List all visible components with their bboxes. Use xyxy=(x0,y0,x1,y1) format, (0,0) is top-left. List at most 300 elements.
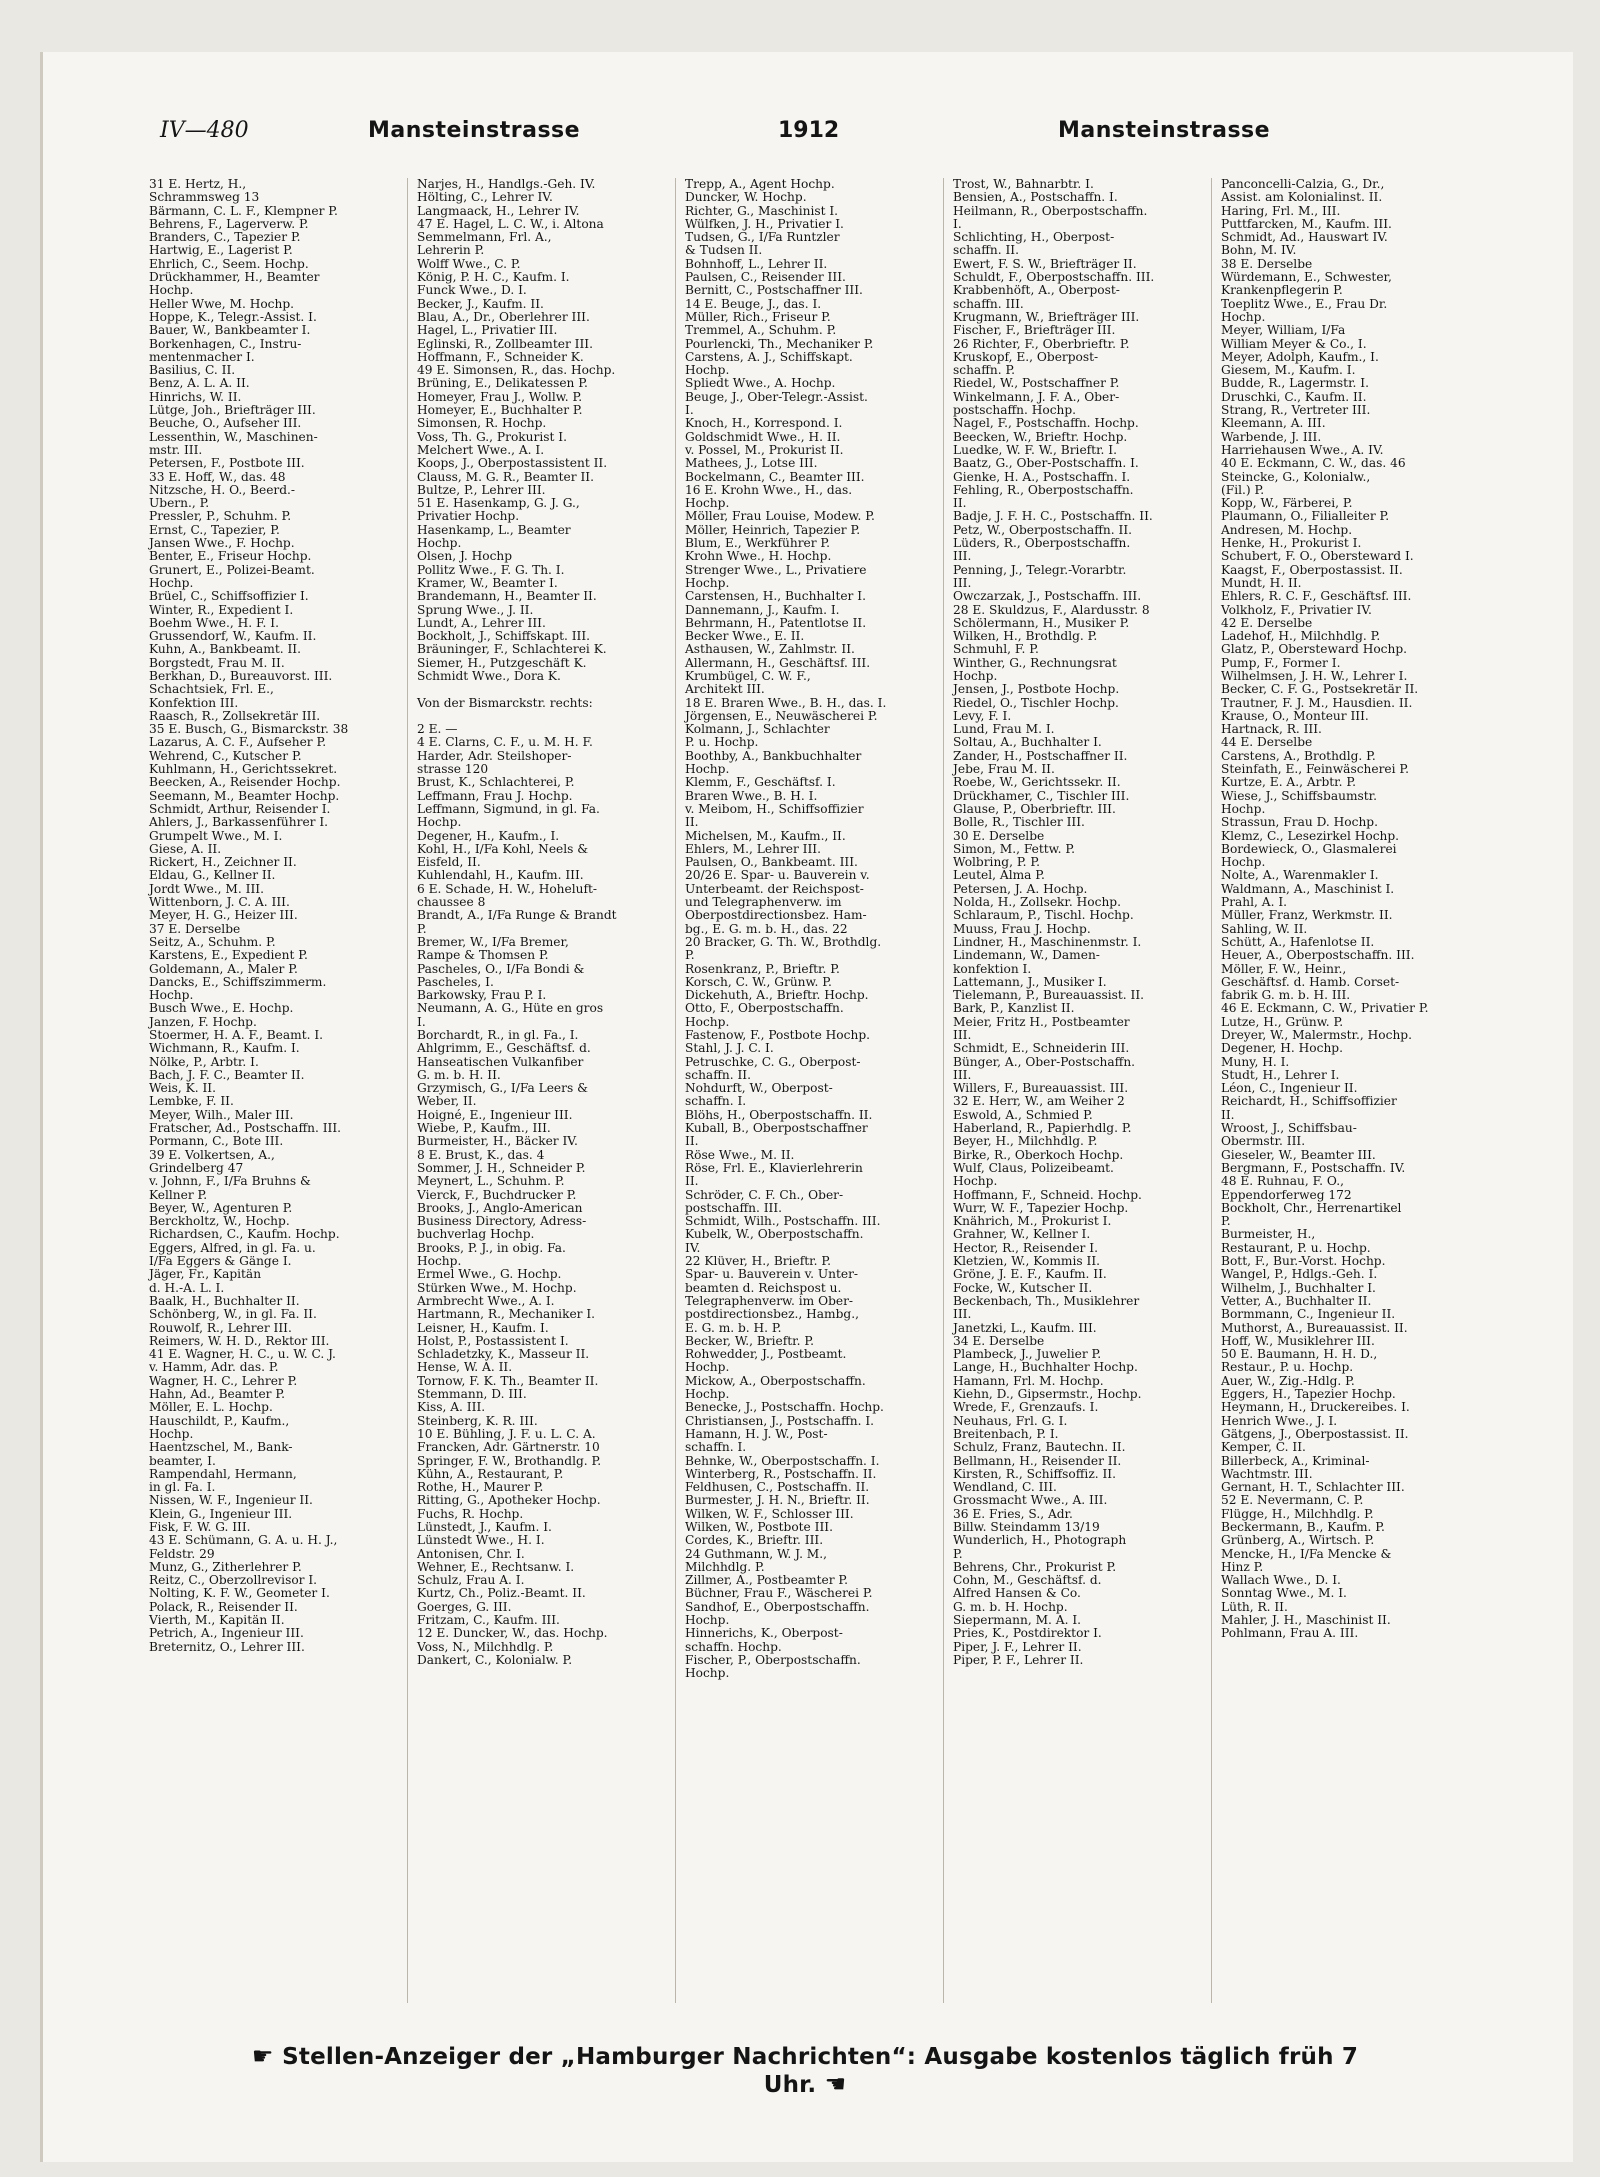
directory-entry: fabrik G. m. b. H. III. xyxy=(1221,989,1351,1003)
directory-entry: Bremer, W., I/Fa Bremer, xyxy=(417,935,569,949)
directory-entry: 41 E. Wagner, H. C., u. W. C. J. xyxy=(149,1348,336,1362)
directory-entry: Riedel, W., Postschaffner P. xyxy=(953,377,1120,391)
year: 1912 xyxy=(778,118,840,143)
directory-entry: Hoppe, K., Telegr.-Assist. I. xyxy=(149,310,317,324)
directory-entry: Beuche, O., Aufseher III. xyxy=(149,417,302,431)
directory-entry: Mathees, J., Lotse III. xyxy=(685,457,818,471)
directory-entry: Bormmann, C., Ingenieur II. xyxy=(1221,1308,1396,1322)
directory-entry: Korsch, C. W., Grünw. P. xyxy=(685,975,832,989)
directory-entry: Müller, Rich., Friseur P. xyxy=(685,310,831,324)
directory-entry: Bünger, A., Ober-Postschaffn. xyxy=(953,1055,1136,1069)
directory-entry: Mencke, H., I/Fa Mencke & xyxy=(1221,1547,1392,1561)
directory-entry: und Telegraphenverw. im xyxy=(685,896,842,910)
directory-entry: Levy, F. I. xyxy=(953,709,1012,723)
directory-entry: Heilmann, R., Oberpostschaffn. xyxy=(953,204,1148,218)
directory-entry: Beckenbach, Th., Musiklehrer xyxy=(953,1294,1140,1308)
directory-entry: Lutze, H., Grünw. P. xyxy=(1221,1015,1344,1029)
directory-entry: Fratscher, Ad., Postschaffn. III. xyxy=(149,1122,342,1136)
directory-entry: II. xyxy=(1221,1108,1235,1122)
directory-entry: Bach, J. F. C., Beamter II. xyxy=(149,1068,305,1082)
directory-entry: Behnke, W., Oberpostschaffn. I. xyxy=(685,1454,880,1468)
directory-entry: schaffn. II. xyxy=(953,244,1019,258)
directory-entry: Mundt, H. II. xyxy=(1221,576,1302,590)
directory-entry: Zander, H., Postschaffner II. xyxy=(953,749,1128,763)
directory-entry: schaffn. P. xyxy=(953,364,1016,378)
directory-entry: III. xyxy=(953,1029,972,1042)
directory-entry: Hochp. xyxy=(685,1361,730,1375)
directory-entry: chaussee 8 xyxy=(417,896,486,910)
directory-entry: Wiese, J., Schiffsbaumstr. xyxy=(1221,789,1378,803)
directory-entry: Pump, F., Former I. xyxy=(1221,656,1341,670)
directory-entry: Carstens, A., Brothdlg. P. xyxy=(1221,749,1376,763)
directory-entry: Focke, W., Kutscher II. xyxy=(953,1281,1093,1295)
directory-entry: Schlichting, H., Oberpost- xyxy=(953,231,1115,245)
directory-entry: Schmidt Wwe., Dora K. xyxy=(417,669,561,683)
directory-entry: Glatz, P., Obersteward Hochp. xyxy=(1221,643,1408,657)
directory-entry: Boothby, A., Bankbuchhalter xyxy=(685,749,862,763)
directory-entry: Giese, A. II. xyxy=(149,842,222,856)
directory-entry: Voss, Th. G., Prokurist I. xyxy=(417,430,567,444)
directory-entry: I. xyxy=(685,404,694,418)
directory-entry: Degener, H. Hochp. xyxy=(1221,1042,1343,1056)
directory-entry: Siemer, H., Putzgeschäft K. xyxy=(417,656,587,670)
directory-entry: Wolbring, P. P. xyxy=(953,856,1040,870)
directory-entry: Stürken Wwe., M. Hochp. xyxy=(417,1281,577,1295)
directory-entry: Degener, H., Kaufm., I. xyxy=(417,829,560,843)
directory-entry: Antonisen, Chr. I. xyxy=(417,1547,525,1561)
directory-entry: Steinfath, E., Feinwäscherei P. xyxy=(1221,763,1409,777)
directory-entry: Konfektion III. xyxy=(149,696,239,710)
directory-entry: beamten d. Reichspost u. xyxy=(685,1281,842,1295)
directory-entry: Tremmel, A., Schuhm. P. xyxy=(685,324,837,338)
directory-entry: 30 E. Derselbe xyxy=(953,829,1045,843)
directory-entry: Brüel, C., Schiffsoffizier I. xyxy=(149,590,309,604)
directory-entry: Meyer, Adolph, Kaufm., I. xyxy=(1221,350,1379,364)
directory-entry: Wilken, H., Brothdlg. P. xyxy=(953,630,1098,644)
directory-entry: Krankenpflegerin P. xyxy=(1221,284,1343,298)
directory-entry: Clauss, M. G. R., Beamter II. xyxy=(417,470,594,484)
directory-entry: Olsen, J. Hochp xyxy=(417,550,513,564)
directory-entry: 32 E. Herr, W., am Weiher 2 xyxy=(953,1095,1125,1109)
directory-entry: Milchhdlg. P. xyxy=(685,1560,765,1574)
directory-entry: G. m. b. H. II. xyxy=(417,1068,501,1082)
directory-entry: strasse 120 xyxy=(417,763,489,777)
directory-entry: Kaagst, F., Oberpostassist. II. xyxy=(1221,563,1403,577)
directory-entry: Rouwolf, R., Lehrer III. xyxy=(149,1321,292,1335)
directory-entry: Toeplitz Wwe., E., Frau Dr. xyxy=(1221,297,1388,311)
directory-entry: Leisner, H., Kaufm. I. xyxy=(417,1321,549,1335)
directory-entry: Busch Wwe., E. Hochp. xyxy=(149,1002,294,1016)
directory-entry: William Meyer & Co., I. xyxy=(1221,337,1367,351)
directory-entry: Rampe & Thomsen P. xyxy=(417,949,549,963)
directory-entry: I/Fa Eggers & Gänge I. xyxy=(149,1255,292,1269)
directory-entry: Hinnerichs, K., Oberpost- xyxy=(685,1627,843,1641)
directory-entry: Muny, H. I. xyxy=(1221,1055,1290,1069)
directory-entry: Röse, Frl. E., Klavierlehrerin xyxy=(685,1161,863,1175)
directory-entry: Meynert, L., Schuhm. P. xyxy=(417,1175,565,1189)
directory-entry: Kletzien, W., Kommis II. xyxy=(953,1255,1101,1269)
directory-entry: Business Directory, Adress- xyxy=(417,1215,587,1229)
page-header xyxy=(118,118,1271,158)
directory-entry: Bockelmann, C., Beamter III. xyxy=(685,470,865,484)
directory-entry: Lange, H., Buchhalter Hochp. xyxy=(953,1361,1138,1375)
directory-entry: in gl. Fa. I. xyxy=(149,1481,216,1495)
directory-entry: Armbrecht Wwe., A. I. xyxy=(417,1294,555,1308)
directory-entry: Krohn Wwe., H. Hochp. xyxy=(685,550,832,564)
directory-entry: 44 E. Derselbe xyxy=(1221,736,1313,750)
directory-entry: Narjes, H., Handlgs.-Geh. IV. xyxy=(417,178,596,191)
directory-entry: Eswold, A., Schmied P. xyxy=(953,1108,1093,1122)
directory-entry: Baatz, G., Ober-Postschaffn. I. xyxy=(953,457,1139,471)
directory-entry: Nitzsche, H. O., Beerd.- xyxy=(149,483,296,497)
directory-entry: Wittenborn, J. C. A. III. xyxy=(149,896,290,910)
directory-entry: Giesem, M., Kaufm. I. xyxy=(1221,364,1356,378)
directory-entry: Jörgensen, E., Neuwäscherei P. xyxy=(685,709,878,723)
directory-entry: Privatier Hochp. xyxy=(417,510,520,524)
directory-entry: Haring, Frl. M., III. xyxy=(1221,204,1341,218)
directory-entry: Hamann, Frl. M. Hochp. xyxy=(953,1374,1104,1388)
directory-entry: Brüning, E., Delikatessen P. xyxy=(417,377,588,391)
directory-entry: Rosenkranz, P., Brieftr. P. xyxy=(685,962,840,976)
directory-entry: Hasenkamp, L., Beamter xyxy=(417,523,571,537)
directory-columns xyxy=(145,178,1475,2003)
directory-entry: Neuhaus, Frl. G. I. xyxy=(953,1414,1068,1428)
directory-entry: Henrich Wwe., J. I. xyxy=(1221,1414,1338,1428)
pointing-hand-icon-right: ☚ xyxy=(824,2070,847,2098)
directory-entry: Auer, W., Zig.-Hdlg. P. xyxy=(1221,1374,1355,1388)
directory-entry: Burmeister, H., Bäcker IV. xyxy=(417,1135,578,1149)
directory-entry: Paulsen, O., Bankbeamt. III. xyxy=(685,856,858,870)
directory-entry: Owczarzak, J., Postschaffn. III. xyxy=(953,590,1142,604)
footer-advert xyxy=(230,2042,1380,2098)
directory-entry: Dannemann, J., Kaufm. I. xyxy=(685,603,840,617)
directory-entry: Wilken, W., Postbote III. xyxy=(685,1520,833,1534)
directory-entry: Meyer, Wilh., Maler III. xyxy=(149,1108,294,1122)
directory-entry: Kühn, A., Restaurant, P. xyxy=(417,1467,564,1481)
directory-entry: Krause, O., Monteur III. xyxy=(1221,709,1369,723)
directory-entry: Büchner, Frau F., Wäscherei P. xyxy=(685,1587,873,1601)
directory-entry: Wachtmstr. III. xyxy=(1221,1467,1313,1481)
directory-entry: Hochp. xyxy=(685,1614,730,1628)
street-title-left: Mansteinstrasse xyxy=(368,118,581,143)
directory-entry: Ehrlich, C., Seem. Hochp. xyxy=(149,257,309,271)
directory-entry: Ernst, C., Tapezier, P. xyxy=(149,523,280,537)
directory-entry: Hanseatischen Vulkanfiber xyxy=(417,1055,584,1069)
directory-entry: Pascheles, O., I/Fa Bondi & xyxy=(417,962,585,976)
directory-entry: Architekt III. xyxy=(685,683,765,697)
directory-entry: Bärmann, C. L. F., Klempner P. xyxy=(149,204,338,218)
directory-entry: Jensen, J., Postbote Hochp. xyxy=(953,683,1120,697)
directory-entry: Schmidt, E., Schneiderin III. xyxy=(953,1042,1130,1056)
directory-entry: Kohl, H., I/Fa Kohl, Neels & xyxy=(417,842,589,856)
directory-entry: II. xyxy=(953,497,967,511)
directory-entry: Hoff, W., Musiklehrer III. xyxy=(1221,1334,1375,1348)
directory-entry: Leffmann, Frau J. Hochp. xyxy=(417,789,573,803)
directory-column-1 xyxy=(145,178,408,2003)
directory-entry: Nohdurft, W., Oberpost- xyxy=(685,1082,833,1096)
directory-entry: Heymann, H., Druckereibes. I. xyxy=(1221,1401,1410,1415)
directory-entry: Gröne, J. E. F., Kaufm. II. xyxy=(953,1268,1107,1282)
directory-entry: Ladehof, H., Milchhdlg. P. xyxy=(1221,630,1381,644)
directory-entry: 50 E. Baumann, H. H. D., xyxy=(1221,1348,1378,1362)
directory-entry: Branders, C., Tapezier P. xyxy=(149,231,301,245)
directory-entry: Knährich, M., Prokurist I. xyxy=(953,1215,1112,1229)
directory-entry: Vierck, F., Buchdrucker P. xyxy=(417,1188,577,1202)
directory-entry: Hochp. xyxy=(953,669,998,683)
directory-entry: Borchardt, R., in gl. Fa., I. xyxy=(417,1029,579,1042)
directory-entry: Petz, W., Oberpostschaffn. II. xyxy=(953,523,1133,537)
directory-entry: Roebe, W., Gerichtssekr. II. xyxy=(953,776,1121,790)
directory-entry: Studt, H., Lehrer I. xyxy=(1221,1068,1340,1082)
directory-entry: Barkowsky, Frau P. I. xyxy=(417,989,547,1003)
directory-entry: Kramer, W., Beamter I. xyxy=(417,576,558,590)
directory-entry: Benter, E., Friseur Hochp. xyxy=(149,550,312,564)
directory-entry: Billerbeck, A., Kriminal- xyxy=(1221,1454,1370,1468)
directory-entry: Mahler, J. H., Maschinist II. xyxy=(1221,1614,1391,1628)
directory-entry: Glause, P., Oberbrieftr. III. xyxy=(953,802,1116,816)
directory-entry: Badje, J. F. H. C., Postschaffn. II. xyxy=(953,510,1153,524)
directory-entry: & Tudsen II. xyxy=(685,244,763,258)
directory-entry: 47 E. Hagel, L. C. W., i. Altona xyxy=(417,217,604,231)
directory-entry: Gienke, H. A., Postschaffn. I. xyxy=(953,470,1131,484)
directory-entry: Fehling, R., Oberpostschaffn. xyxy=(953,483,1134,497)
directory-entry: Möller, Heinrich, Tapezier P. xyxy=(685,523,861,537)
directory-entry: Gieseler, W., Beamter III. xyxy=(1221,1148,1376,1162)
directory-entry: Heuer, A., Oberpostschaffn. III. xyxy=(1221,949,1415,963)
directory-entry: v. Meibom, H., Schiffsoffizier xyxy=(685,802,864,816)
directory-entry: Grzymisch, G., I/Fa Leers & xyxy=(417,1082,588,1096)
directory-entry: Paulsen, C., Reisender III. xyxy=(685,271,846,285)
directory-entry: Riedel, O., Tischler Hochp. xyxy=(953,696,1119,710)
directory-entry: Kurtz, Ch., Poliz.-Beamt. II. xyxy=(417,1587,586,1601)
directory-entry: Lessenthin, W., Maschinen- xyxy=(149,430,318,444)
directory-entry: Jansen Wwe., F. Hochp. xyxy=(149,537,295,551)
directory-column-3 xyxy=(681,178,944,2003)
directory-entry: Klemz, C., Lesezirkel Hochp. xyxy=(1221,829,1400,843)
directory-entry: Schubert, F. O., Obersteward I. xyxy=(1221,550,1414,564)
directory-entry: Funck Wwe., D. I. xyxy=(417,284,527,298)
directory-entry: Schachtsiek, Frl. E., xyxy=(149,683,274,697)
directory-entry: Pourlencki, Th., Mechaniker P. xyxy=(685,337,874,351)
directory-entry: 22 Klüver, H., Brieftr. P. xyxy=(685,1255,831,1269)
directory-entry: Léon, C., Ingenieur II. xyxy=(1221,1082,1358,1096)
directory-entry: Pormann, C., Bote III. xyxy=(149,1135,284,1149)
directory-entry: Springer, F. W., Brothandlg. P. xyxy=(417,1454,602,1468)
directory-entry: Petruschke, C. G., Oberpost- xyxy=(685,1055,861,1069)
directory-entry: Blum, E., Werkführer P. xyxy=(685,537,831,551)
directory-entry: Nissen, W. F., Ingenieur II. xyxy=(149,1494,313,1508)
directory-entry: Hahn, Ad., Beamter P. xyxy=(149,1388,285,1402)
directory-entry: Eggers, Alfred, in gl. Fa. u. xyxy=(149,1241,316,1255)
directory-entry: Kuhlendahl, H., Kaufm. III. xyxy=(417,869,584,883)
directory-entry: Schlaraum, P., Tischl. Hochp. xyxy=(953,909,1134,923)
directory-entry: P. xyxy=(953,1547,963,1561)
directory-entry: d. H.-A. L. I. xyxy=(149,1281,225,1295)
directory-entry: I. xyxy=(417,1015,426,1029)
directory-entry: Fisk, F. W. G. III. xyxy=(149,1520,251,1534)
directory-entry: Piper, P. F., Lehrer II. xyxy=(953,1653,1084,1667)
directory-entry: Nölke, P., Arbtr. I. xyxy=(149,1055,259,1069)
directory-entry: Kolmann, J., Schlachter xyxy=(685,723,830,737)
directory-entry: Grunert, E., Polizei-Beamt. xyxy=(149,563,315,577)
directory-entry: Nolting, K. F. W., Geometer I. xyxy=(149,1587,330,1601)
directory-entry: Becker, W., Brieftr. P. xyxy=(685,1334,814,1348)
directory-entry: Voss, N., Milchhdlg. P. xyxy=(417,1640,554,1654)
directory-entry: Wagner, H. C., Lehrer P. xyxy=(149,1374,298,1388)
directory-entry: Hochp. xyxy=(417,1255,462,1269)
directory-entry: Sprung Wwe., J. II. xyxy=(417,603,534,617)
directory-entry: Lünstedt Wwe., H. I. xyxy=(417,1534,545,1548)
directory-entry: Telegraphenverw. im Ober- xyxy=(685,1294,854,1308)
directory-entry: Waldmann, A., Maschinist I. xyxy=(1221,882,1395,896)
directory-entry: 2 E. — xyxy=(417,723,458,737)
directory-entry: Piper, J. F., Lehrer II. xyxy=(953,1640,1082,1654)
directory-entry: Ehlers, R. C. F., Geschäftsf. III. xyxy=(1221,590,1412,604)
directory-entry: Strassun, Frau D. Hochp. xyxy=(1221,816,1378,830)
directory-entry: Muuss, Frau J. Hochp. xyxy=(953,922,1091,936)
directory-entry: Möller, Frau Louise, Modew. P. xyxy=(685,510,875,524)
directory-entry: Brandemann, H., Beamter II. xyxy=(417,590,597,604)
directory-entry: P. xyxy=(417,922,427,936)
directory-entry: Munz, G., Zitherlehrer P. xyxy=(149,1560,302,1574)
directory-entry: II. xyxy=(685,1135,699,1149)
directory-entry: Duncker, W. Hochp. xyxy=(685,191,807,205)
directory-entry: Wunderlich, H., Photograph xyxy=(953,1534,1127,1548)
directory-entry: Hoigné, E., Ingenieur III. xyxy=(417,1108,573,1122)
directory-entry: 51 E. Hasenkamp, G. J. G., xyxy=(417,497,580,511)
directory-entry: Bohnhoff, L., Lehrer II. xyxy=(685,257,828,271)
directory-entry: Hochp. xyxy=(417,537,462,551)
directory-entry: Schölermann, H., Musiker P. xyxy=(953,616,1130,630)
directory-entry: Lundt, A., Lehrer III. xyxy=(417,616,546,630)
directory-entry: Basilius, C. II. xyxy=(149,364,236,378)
directory-entry: Hochp. xyxy=(685,1388,730,1402)
directory-entry: 38 E. Derselbe xyxy=(1221,257,1313,271)
directory-entry: Puttfarcken, M., Kaufm. III. xyxy=(1221,217,1392,231)
directory-entry: Steinberg, K. R. III. xyxy=(417,1414,538,1428)
directory-entry: 31 E. Hertz, H., xyxy=(149,178,247,191)
directory-entry: Cohn, M., Geschäftsf. d. xyxy=(953,1574,1102,1588)
directory-entry: Hochp. xyxy=(417,816,462,830)
directory-entry: Kubelk, W., Oberpostschaffn. xyxy=(685,1228,864,1242)
directory-entry: Hochp. xyxy=(953,1175,998,1189)
directory-entry: Röse Wwe., M. II. xyxy=(685,1148,795,1162)
directory-entry: mstr. III. xyxy=(149,443,203,457)
directory-entry: Reimers, W. H. D., Rektor III. xyxy=(149,1334,330,1348)
directory-entry: Willers, F., Bureauassist. III. xyxy=(953,1082,1129,1096)
directory-entry: Beckermann, B., Kaufm. P. xyxy=(1221,1520,1385,1534)
directory-entry: Bolle, R., Tischler III. xyxy=(953,816,1085,830)
directory-entry: Wilhelm, J., Buchhalter I. xyxy=(1221,1281,1376,1295)
directory-entry: Beecken, W., Brieftr. Hochp. xyxy=(953,430,1128,444)
directory-entry: Eglinski, R., Zollbeamter III. xyxy=(417,337,593,351)
directory-entry: Brust, K., Schlachterei, P. xyxy=(417,776,575,790)
directory-entry: Hector, R., Reisender I. xyxy=(953,1241,1098,1255)
directory-entry: Melchert Wwe., A. I. xyxy=(417,443,545,457)
directory-entry: Behrens, Chr., Prokurist P. xyxy=(953,1560,1117,1574)
directory-entry: 28 E. Skuldzus, F., Alardusstr. 8 xyxy=(953,603,1150,617)
directory-entry: Assist. am Kolonialinst. II. xyxy=(1221,191,1383,205)
directory-entry: Krabbenhöft, A., Oberpost- xyxy=(953,284,1120,298)
directory-entry: Raasch, R., Zollsekretär III. xyxy=(149,709,321,723)
directory-entry: Rampendahl, Hermann, xyxy=(149,1467,297,1481)
directory-entry: buchverlag Hochp. xyxy=(417,1228,535,1242)
directory-entry: Neumann, A. G., Hüte en gros xyxy=(417,1002,604,1016)
directory-entry: Klein, G., Ingenieur III. xyxy=(149,1507,293,1521)
directory-entry: Wendland, C. III. xyxy=(953,1481,1057,1495)
directory-entry: Beyer, H., Milchhdlg. P. xyxy=(953,1135,1098,1149)
directory-entry: Schulz, Frau A. I. xyxy=(417,1574,525,1588)
directory-entry: Mickow, A., Oberpostschaffn. xyxy=(685,1374,866,1388)
directory-entry: Berckholtz, W., Hochp. xyxy=(149,1215,290,1229)
directory-entry: Lindemann, W., Damen- xyxy=(953,949,1100,963)
directory-entry: Christiansen, J., Postschaffn. I. xyxy=(685,1414,875,1428)
directory-entry: Kurtze, E. A., Arbtr. P. xyxy=(1221,776,1357,790)
directory-entry: Plambeck, J., Juwelier P. xyxy=(953,1348,1102,1362)
directory-entry: Möller, E. L. Hochp. xyxy=(149,1401,273,1415)
directory-entry: Fuchs, R. Hochp. xyxy=(417,1507,524,1521)
directory-entry: Lindner, H., Maschinenmstr. I. xyxy=(953,935,1142,949)
directory-entry: Hochp. xyxy=(1221,310,1266,324)
directory-entry: Goldemann, A., Maler P. xyxy=(149,962,298,976)
directory-entry: II. xyxy=(685,1175,699,1189)
directory-entry: Carstensen, H., Buchhalter I. xyxy=(685,590,866,604)
directory-entry: Breternitz, O., Lehrer III. xyxy=(149,1640,305,1654)
directory-entry: 26 Richter, F., Oberbrieftr. P. xyxy=(953,337,1130,351)
directory-entry: Hartwig, E., Lagerist P. xyxy=(149,244,293,258)
page-number: IV—480 xyxy=(160,118,249,143)
directory-entry: Behrmann, H., Patentlotse II. xyxy=(685,616,867,630)
directory-entry: Stoermer, H. A. F., Beamt. I. xyxy=(149,1029,324,1042)
directory-entry: Petersen, J. A. Hochp. xyxy=(953,882,1088,896)
directory-entry: Becker, J., Kaufm. II. xyxy=(417,297,544,311)
directory-entry: Lüders, R., Oberpostschaffn. xyxy=(953,537,1131,551)
directory-entry: Nolte, A., Warenmakler I. xyxy=(1221,869,1379,883)
directory-entry: P. xyxy=(685,949,695,963)
directory-entry: Burmeister, H., xyxy=(1221,1228,1316,1242)
directory-entry: 36 E. Fries, S., Adr. xyxy=(953,1507,1073,1521)
directory-entry: Bockholt, J., Schiffskapt. III. xyxy=(417,630,591,644)
directory-entry: 40 E. Eckmann, C. W., das. 46 xyxy=(1221,457,1406,471)
directory-entry: Bellmann, H., Reisender II. xyxy=(953,1454,1122,1468)
directory-entry: Möller, F. W., Heinr., xyxy=(1221,962,1347,976)
directory-entry: III. xyxy=(953,550,972,564)
directory-entry: Grünberg, A., Wirtsch. P. xyxy=(1221,1534,1375,1548)
directory-entry: 48 E. Ruhnau, F. O., xyxy=(1221,1175,1344,1189)
directory-entry: Cordes, K., Brieftr. III. xyxy=(685,1534,824,1548)
directory-entry: Ahlgrimm, E., Geschäftsf. d. xyxy=(417,1042,591,1056)
directory-entry: E. G. m. b. H. P. xyxy=(685,1321,782,1335)
directory-entry: Weber, II. xyxy=(417,1095,477,1109)
directory-entry: Hochp. xyxy=(149,989,194,1003)
directory-entry: Dickehuth, A., Brieftr. Hochp. xyxy=(685,989,869,1003)
directory-entry: Winterberg, R., Postschaffn. II. xyxy=(685,1467,877,1481)
directory-entry: Prahl, A. I. xyxy=(1221,896,1288,910)
directory-entry: Jäger, Fr., Kapitän xyxy=(149,1268,262,1282)
directory-entry: Schütt, A., Hafenlotse II. xyxy=(1221,935,1375,949)
directory-entry: Becker, C. F. G., Postsekretär II. xyxy=(1221,683,1419,697)
directory-entry: 8 E. Brust, K., das. 4 xyxy=(417,1148,545,1162)
directory-entry: Hochp. xyxy=(685,763,730,777)
directory-entry: Ehlers, M., Lehrer III. xyxy=(685,842,821,856)
directory-entry: Jordt Wwe., M. III. xyxy=(149,882,264,896)
directory-entry: Leutel, Alma P. xyxy=(953,869,1045,883)
directory-entry: postschaffn. Hochp. xyxy=(953,404,1077,418)
directory-entry: beamter, I. xyxy=(149,1454,216,1468)
directory-entry: Lattemann, J., Musiker I. xyxy=(953,975,1107,989)
directory-entry: Pressler, P., Schuhm. P. xyxy=(149,510,292,524)
directory-entry: Seemann, M., Beamter Hochp. xyxy=(149,789,340,803)
